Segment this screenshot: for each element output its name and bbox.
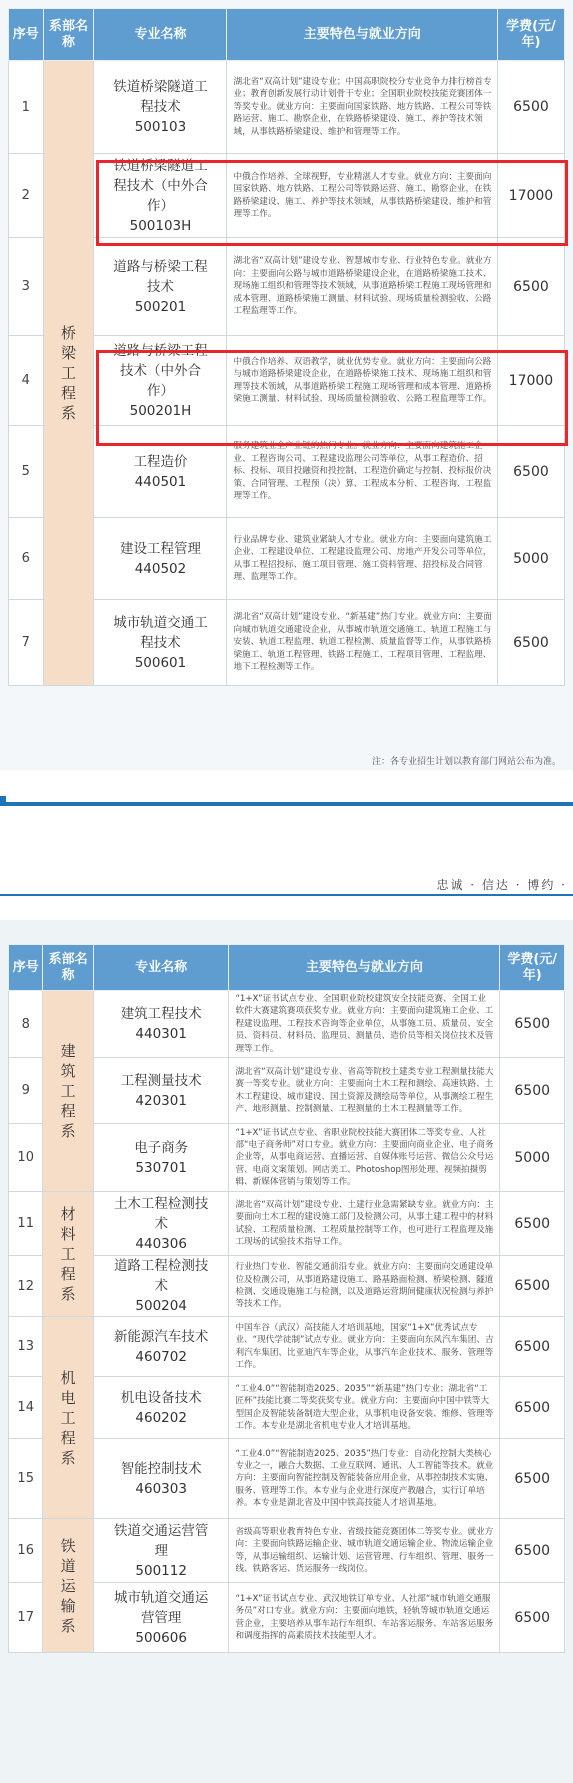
row-number: 8 bbox=[9, 991, 43, 1058]
major-description: “工业4.0”“智能制造2025、2035”热门专业：自动化控制大类核心专业之一，融合大数据、工业互联网、通讯、人工智能等技术。就业方向：主要面向智能控制及智能装备应用企业，从事控制技术实施、服务、管理等工作。本专业与企业进行深度产教融合，实行订单培养。本专业是湖北省及中国中铁高技能人才培训基地。 bbox=[229, 1439, 500, 1519]
major-code: 500201 bbox=[134, 298, 187, 315]
tuition-fee: 6500 bbox=[497, 600, 564, 686]
col-header-major: 专业名称 bbox=[93, 945, 229, 991]
major-code: 440301 bbox=[135, 1026, 187, 1043]
col-header-fee: 学费(元/年) bbox=[500, 945, 565, 991]
major-name: 铁道交通运营管理 bbox=[113, 1522, 209, 1559]
major-description: 省级高等职业教育特色专业、省级技能竞赛团体二等奖专业。就业方向：主要面向铁路运输企业、城市轨道交通运输企业、物流运输企业等，从事运输组织、运输计划、运营管理、行车组织、管理、服务一线、铁路客运、货运服务一线岗位。 bbox=[229, 1519, 500, 1583]
col-header-desc: 主要特色与就业方向 bbox=[227, 9, 497, 61]
row-number: 15 bbox=[9, 1439, 43, 1519]
major-name: 城市轨道交通运营管理 bbox=[113, 1589, 209, 1626]
motto-underline bbox=[0, 894, 573, 896]
major-description: 湖北省“双高计划”建设专业、省高等院校土建类专业工程测量技能大赛一等奖专业。就业方向：主要面向土木工程和测绘、高速铁路、土木工程建设、城市建设、国土资源及测绘局等单位，从事测绘工程生产、地形测量、控制测量、工程测量的土木工程测量等工作。 bbox=[229, 1058, 500, 1124]
department-name: 铁道运输系 bbox=[60, 1536, 76, 1635]
major-name: 机电设备技术 bbox=[120, 1389, 202, 1406]
department-cell bbox=[43, 1317, 94, 1519]
major-cell bbox=[93, 991, 229, 1058]
major-description: 湖北省“双高计划”建设专业；中国高职院校分专业竞争力排行榜首专业；教育创新发展行动计划骨干专业；全国职业院校技能竞赛团体一等奖专业。就业方向：主要面向国家铁路、地方铁路、工程公司等铁路运营、施工、勘察企业，在铁路桥梁建设、施工、养护等技术领域，从事铁路桥梁建设、维护和管理等工作。 bbox=[227, 61, 497, 154]
tuition-fee: 6500 bbox=[497, 238, 564, 336]
major-name: 铁道桥梁隧道工程技术（中外合作） bbox=[113, 157, 208, 214]
major-name: 土木工程检测技术 bbox=[113, 1195, 209, 1232]
tuition-fee: 6500 bbox=[500, 1377, 565, 1439]
major-code: 460202 bbox=[135, 1409, 187, 1426]
row-number: 11 bbox=[9, 1192, 43, 1256]
major-code: 460702 bbox=[135, 1348, 187, 1365]
tuition-fee: 17000 bbox=[497, 336, 564, 426]
highlight-box-row-4 bbox=[96, 350, 568, 446]
page-2 bbox=[0, 920, 573, 1783]
tuition-fee: 6500 bbox=[500, 1317, 565, 1377]
major-cell bbox=[94, 238, 227, 336]
major-code: 500204 bbox=[135, 1298, 187, 1315]
major-cell bbox=[93, 1583, 229, 1653]
major-code: 440501 bbox=[134, 473, 187, 490]
major-cell bbox=[94, 61, 227, 154]
major-cell bbox=[93, 1124, 229, 1192]
major-name: 道路与桥梁工程技术 bbox=[113, 258, 208, 295]
page-1 bbox=[0, 0, 573, 770]
row-number: 16 bbox=[9, 1519, 43, 1583]
row-number: 5 bbox=[9, 426, 44, 518]
department-cell bbox=[43, 61, 94, 686]
major-name: 铁道桥梁隧道工程技术 bbox=[113, 79, 208, 115]
table-row bbox=[9, 61, 565, 154]
tuition-fee: 6500 bbox=[500, 1058, 565, 1124]
major-description: 湖北省“双高计划”建设专业、“新基建”热门专业。就业方向：主要面向城市轨道交通建设企业，从事城市轨道交通施工、轨道工程施工与安装、轨道工程监理、轨道工程检测、质量监督等工作，从事铁路桥梁施工、轨道工程管理、铁路工程施工、工程项目管理、工程监理、地下工程检测等工作。 bbox=[227, 600, 497, 686]
tuition-fee: 6500 bbox=[497, 426, 564, 518]
major-description: 湖北省“双高计划”建设专业、智慧城市专业、行业特色专业。就业方向：主要面向公路与城市道路桥梁建设企业，在道路桥梁施工技术、现场施工组织和管理等技术领域，从事道路桥梁工程施工现场管理和成本管理、道路桥梁施工测量、材料试验、现场质量检测验收、公路工程监理等工作。 bbox=[227, 238, 497, 336]
major-name: 建筑工程技术 bbox=[120, 1006, 202, 1023]
major-cell bbox=[93, 1439, 229, 1519]
tuition-fee: 6500 bbox=[500, 1192, 565, 1256]
col-header-dept: 系部名称 bbox=[43, 945, 94, 991]
school-motto: 忠诚 · 信达 · 博约 · bbox=[436, 878, 567, 892]
row-number: 12 bbox=[9, 1256, 43, 1317]
major-cell bbox=[93, 1377, 229, 1439]
col-header-dept: 系部名称 bbox=[43, 9, 94, 61]
major-description: 行业热门专业、智能交通前沿专业。就业方向：主要面向交通建设单位及检测公司，从事道路建设施工、路基路面检测、桥梁检测、隧道检测、交通设施施工与检测，以及道路运营期间健康状况检测与养护等技术工作。 bbox=[229, 1256, 500, 1317]
major-code: 500103 bbox=[134, 119, 187, 135]
row-number: 9 bbox=[9, 1058, 43, 1124]
table-row bbox=[9, 991, 565, 1058]
major-description: 行业品牌专业、建筑业紧缺人才专业。就业方向：主要面向建筑施工企业、工程建设单位、工程建设监理公司、房地产开发公司等单位，从事工程招投标、施工项目管理、施工资料管理、招投标及合同管理、监理等工作。 bbox=[227, 518, 497, 600]
major-table-2 bbox=[8, 944, 565, 1653]
major-description: 服务建筑业全产业链的热门专业。就业方向：主要面向建筑施工企业、工程咨询公司、工程建设监理公司等单位，从事工程造价、招标、投标、项目投融资和投控制、工程造价确定与控制、投标报价决策、合同管理、工程预（决）算、工程成本分析、工程咨询、工程监理等工作。 bbox=[227, 426, 497, 518]
tuition-fee: 17000 bbox=[497, 154, 564, 238]
highlight-box-row-2 bbox=[96, 160, 568, 246]
col-header-major: 专业名称 bbox=[94, 9, 227, 61]
department-cell bbox=[43, 1519, 94, 1653]
major-name: 道路与桥梁工程技术（中外合作） bbox=[113, 342, 208, 399]
major-description: “工业4.0”“智能制造2025、2035”“新基建”热门专业；湖北省“工匠杯”技能比赛二等奖获奖专业。就业方向：主要面向中国中铁等大型国企及智能装备制造大型企业，从事机电设备安装、维修、管理等工作。本专业是湖北省机电专业人才培训基地。 bbox=[229, 1377, 500, 1439]
row-number: 2 bbox=[9, 154, 44, 238]
major-cell bbox=[93, 1192, 229, 1256]
footnote: 注：各专业招生计划以教育部门网站公布为准。 bbox=[371, 757, 561, 767]
table-row bbox=[9, 1519, 565, 1583]
major-cell bbox=[93, 1058, 229, 1124]
major-name: 工程测量技术 bbox=[120, 1072, 202, 1089]
department-name: 建筑工程系 bbox=[60, 1042, 76, 1141]
major-description: “1+X”证书试点专业、省职业院校技能大赛团体二等奖专业、人社部“电子商务师”对口专业。就业方向：主要面向商业企业、电子商务企业等，从事电商运营、直播运营、自媒体账号运营、微信公众号运营、电商文案策划、网店美工、Photoshop图形处理、视频拍摄剪辑、新媒体营销与策划等工作。 bbox=[229, 1124, 500, 1192]
row-number: 7 bbox=[9, 600, 44, 686]
major-code: 500103H bbox=[129, 217, 192, 234]
major-name: 工程造价 bbox=[133, 453, 188, 470]
row-number: 1 bbox=[9, 61, 44, 154]
major-description: “1+X”证书试点专业、武汉地铁订单专业、人社部“城市轨道交通服务员”对口专业。就业方向：主要面向地铁，轻轨等城市轨道交通运营企业，主要培养从事车站行车组织、车站客运服务、车站客运服务和调度指挥的高素质技术技能型人才。 bbox=[229, 1583, 500, 1653]
row-number: 10 bbox=[9, 1124, 43, 1192]
major-code: 500606 bbox=[135, 1629, 187, 1646]
tuition-fee: 6500 bbox=[497, 61, 564, 154]
col-header-no: 序号 bbox=[9, 945, 43, 991]
major-code: 500201H bbox=[129, 402, 192, 419]
major-cell bbox=[93, 1317, 229, 1377]
row-number: 3 bbox=[9, 238, 44, 336]
tuition-fee: 6500 bbox=[500, 991, 565, 1058]
department-name: 材料工程系 bbox=[60, 1205, 76, 1304]
major-name: 城市轨道交通工程技术 bbox=[113, 614, 208, 651]
tuition-fee: 6500 bbox=[500, 1519, 565, 1583]
row-number: 6 bbox=[9, 518, 44, 600]
tuition-fee: 5000 bbox=[500, 1124, 565, 1192]
major-code: 460303 bbox=[135, 1480, 187, 1497]
tuition-fee: 5000 bbox=[497, 518, 564, 600]
major-code: 500601 bbox=[134, 654, 187, 671]
tuition-fee: 6500 bbox=[500, 1256, 565, 1317]
major-description: 中俄合作培养、全球视野，专业精湛人才专业。就业方向：主要面向国家铁路、地方铁路、工程公司等铁路运营、施工、勘察企业，在铁路桥梁建设、施工、养护等技术领域，从事铁路桥梁建设、维护和管理等工作。 bbox=[227, 154, 497, 238]
major-description: “1+X”证书试点专业、全国职业院校建筑安全技能竞赛、全国工业软件大赛建筑赛项获奖专业。就业方向：主要面向建筑施工企业、工程建设监理、工程技术咨询等企业单位，从事施工员、质量员、安全员、资料员、材料员、监理员、测量员、造价员等相关岗位技术及管理等工作。 bbox=[229, 991, 500, 1058]
table-row bbox=[9, 1317, 565, 1377]
tuition-fee: 6500 bbox=[500, 1583, 565, 1653]
major-code: 420301 bbox=[135, 1092, 187, 1109]
row-number: 4 bbox=[9, 336, 44, 426]
row-number: 14 bbox=[9, 1377, 43, 1439]
major-description: 中俄合作培养、双语教学，就业优势专业。就业方向：主要面向公路与城市道路桥梁建设企业，在道路桥梁施工技术、现场施工组织和管理等技术领域，从事道路桥梁工程施工现场管理和成本管理、道路桥梁施工测量、材料试验、现场质量检测验收、公路工程监理等工作。 bbox=[227, 336, 497, 426]
department-cell bbox=[43, 1192, 94, 1317]
major-cell bbox=[94, 518, 227, 600]
col-header-no: 序号 bbox=[9, 9, 44, 61]
major-code: 440306 bbox=[135, 1235, 187, 1252]
major-name: 建设工程管理 bbox=[119, 540, 201, 557]
department-name: 桥梁工程系 bbox=[61, 324, 77, 422]
major-name: 电子商务 bbox=[134, 1139, 189, 1156]
major-cell bbox=[93, 1256, 229, 1317]
major-table-1 bbox=[8, 8, 565, 686]
col-header-fee: 学费(元/年) bbox=[497, 9, 564, 61]
row-number: 13 bbox=[9, 1317, 43, 1377]
major-description: 湖北省“双高计划”建设专业、土建行业急需紧缺专业。就业方向：主要面向土木工程的建设施工部门及检测公司，从事土建工程中的材料试验、工程质量检测、工程质量控制等工作，也可进行工程监理及施工现场的试验技术指导工作。 bbox=[229, 1192, 500, 1256]
major-code: 440502 bbox=[134, 560, 187, 577]
major-code: 530701 bbox=[135, 1159, 187, 1176]
major-code: 500112 bbox=[135, 1562, 187, 1579]
department-cell bbox=[43, 991, 94, 1192]
department-name: 机电工程系 bbox=[60, 1368, 76, 1467]
major-name: 道路工程检测技术 bbox=[113, 1258, 209, 1295]
col-header-desc: 主要特色与就业方向 bbox=[229, 945, 500, 991]
major-name: 新能源汽车技术 bbox=[113, 1328, 209, 1345]
major-cell bbox=[93, 1519, 229, 1583]
row-number: 17 bbox=[9, 1583, 43, 1653]
page-gap bbox=[0, 806, 573, 866]
table-row bbox=[9, 1192, 565, 1256]
major-cell bbox=[94, 600, 227, 686]
major-description: 中国车谷（武汉）高技能人才培训基地，国家“1+X”优秀试点专业、“现代学徒制”试点专业。就业方向：主要面向东风汽车集团、吉利汽车集团、比亚迪汽车等企业，从事汽车企业技术、服务、管理等工作。 bbox=[229, 1317, 500, 1377]
major-name: 智能控制技术 bbox=[120, 1460, 202, 1477]
tuition-fee: 6500 bbox=[500, 1439, 565, 1519]
